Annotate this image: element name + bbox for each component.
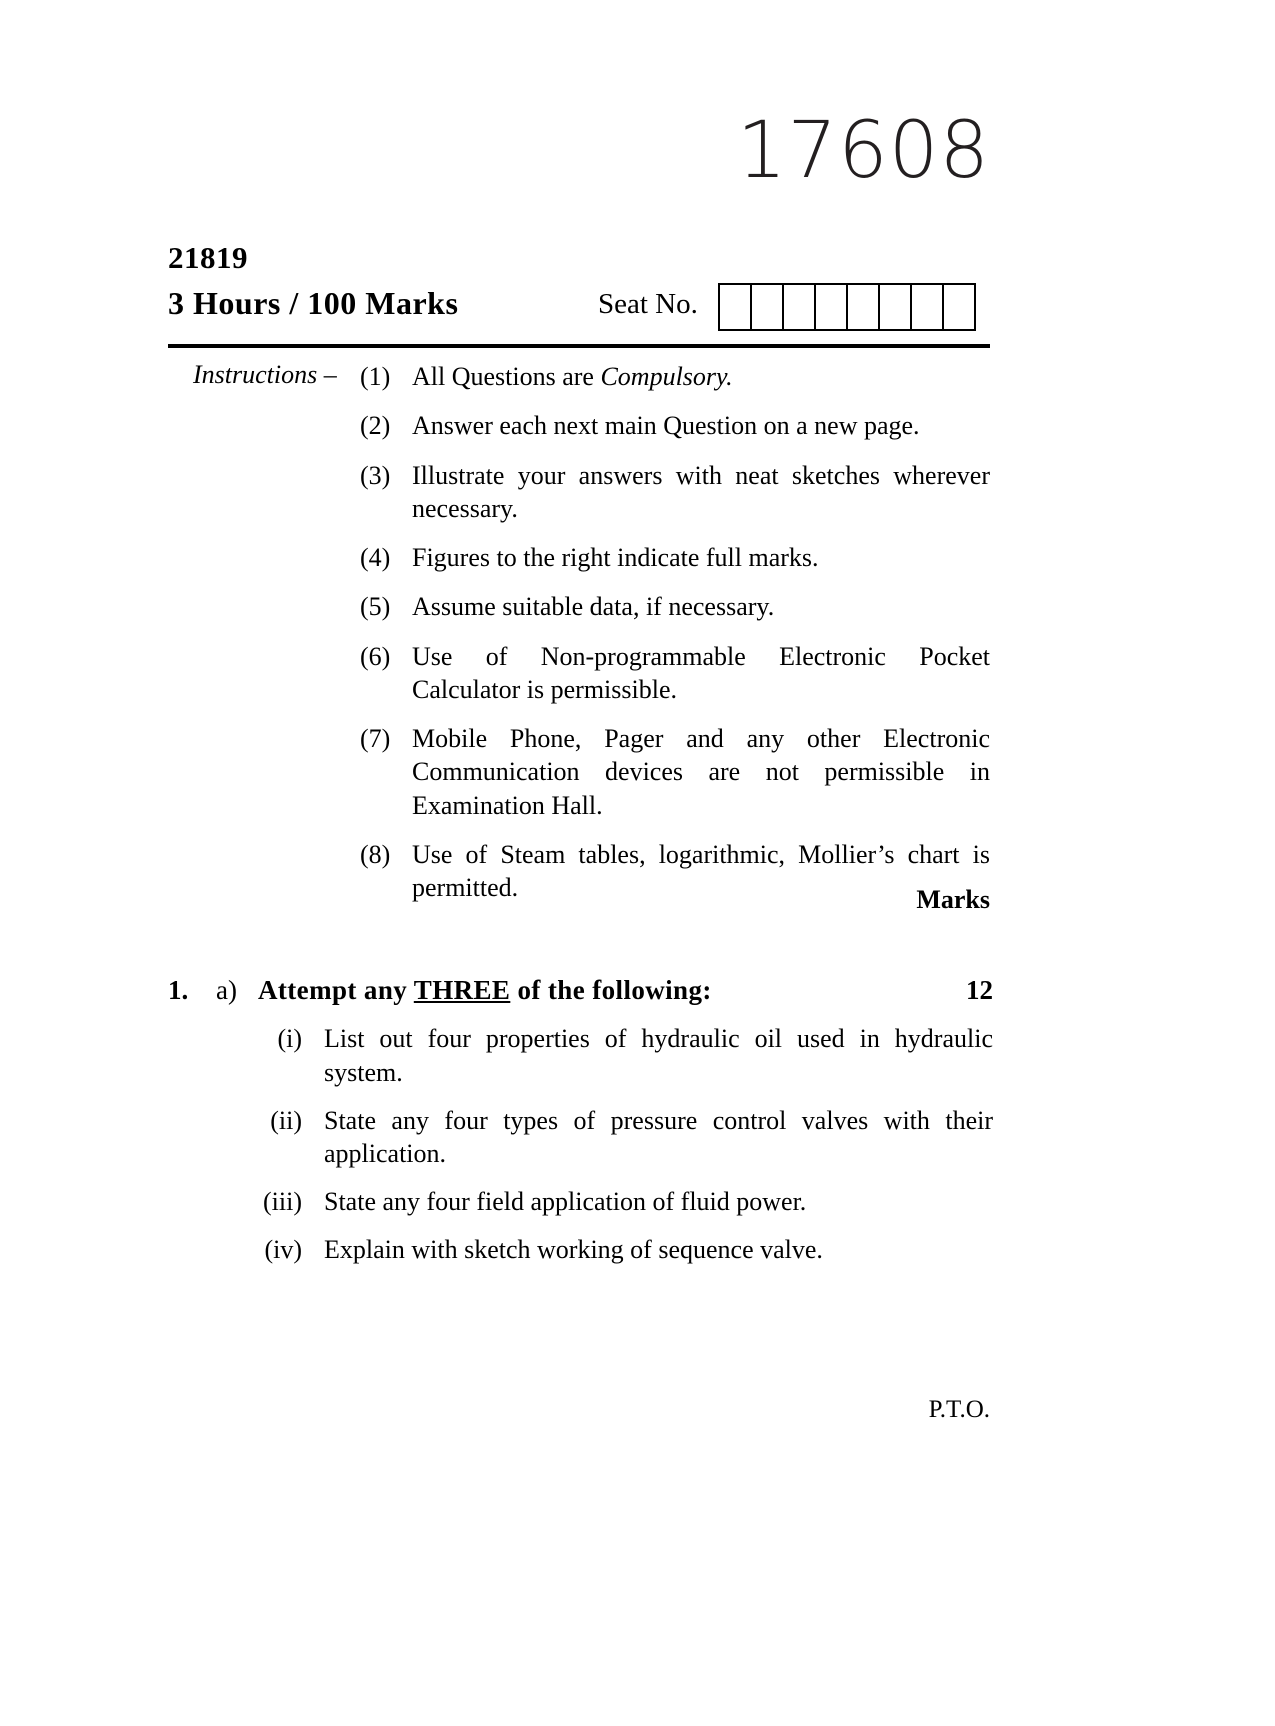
instruction-number: (6) xyxy=(360,641,391,671)
instruction-number: (3) xyxy=(360,460,391,490)
seat-no-cell[interactable] xyxy=(912,285,944,329)
instruction-text-plain: Use of Steam tables, logarithmic, Mollier’s chart is permitted. xyxy=(412,839,990,903)
instruction-item xyxy=(360,409,990,442)
instruction-text-plain: Mobile Phone, Pager and any other Electronic Communication devices are not permissible in Examination Hall. xyxy=(412,724,990,820)
instruction-text-plain: Figures to the right indicate full marks. xyxy=(412,543,819,573)
instruction-text xyxy=(412,590,990,623)
instruction-text xyxy=(412,541,990,574)
instruction-text-plain: Assume suitable data, if necessary. xyxy=(412,592,775,622)
question-1-header xyxy=(168,975,993,1006)
question-1 xyxy=(168,975,993,1281)
instruction-number: (8) xyxy=(360,839,391,869)
question-sub-item xyxy=(256,1233,993,1267)
subject-code: 21819 xyxy=(168,240,248,275)
instruction-number: (7) xyxy=(360,724,391,754)
marks-column-header: Marks xyxy=(916,885,990,914)
page-turn-over-note: P.T.O. xyxy=(928,1396,990,1423)
sub-item-text: State any four types of pressure control valves with their application. xyxy=(324,1105,993,1169)
instruction-item xyxy=(360,722,990,822)
instruction-text-plain: Answer each next main Question on a new page. xyxy=(412,411,920,441)
instruction-number: (5) xyxy=(360,592,391,622)
seat-no-cell[interactable] xyxy=(752,285,784,329)
header-divider xyxy=(168,344,990,348)
paper-code: 17608 xyxy=(736,106,990,196)
instruction-item xyxy=(360,360,990,393)
question-title xyxy=(258,975,947,1006)
sub-item-text: State any four field application of fluid power. xyxy=(324,1187,807,1217)
sub-item-number: (i) xyxy=(277,1024,302,1053)
question-sub-item xyxy=(256,1022,993,1090)
instruction-number: (1) xyxy=(360,362,391,391)
instruction-item xyxy=(360,590,990,623)
seat-no-cell[interactable] xyxy=(944,285,976,329)
seat-no-label: Seat No. xyxy=(598,288,698,320)
question-title-underlined: THREE xyxy=(413,975,511,1005)
instruction-text xyxy=(412,409,990,442)
question-marks: 12 xyxy=(966,975,993,1005)
seat-no-cell[interactable] xyxy=(784,285,816,329)
instruction-text xyxy=(412,722,990,822)
question-sub-items xyxy=(256,1022,993,1267)
question-part-label: a) xyxy=(216,975,237,1005)
seat-no-cell[interactable] xyxy=(848,285,880,329)
sub-item-number: (iii) xyxy=(263,1187,302,1217)
duration-and-marks: 3 Hours / 100 Marks xyxy=(168,285,459,321)
instruction-number: (4) xyxy=(360,543,391,573)
sub-item-text: Explain with sketch working of sequence valve. xyxy=(324,1234,823,1264)
instruction-text xyxy=(412,360,990,393)
instruction-number: (2) xyxy=(360,411,391,441)
question-number: 1. xyxy=(168,975,189,1005)
instructions-label: Instructions – xyxy=(193,360,337,389)
instruction-text-plain: Illustrate your answers with neat sketches wherever necessary. xyxy=(412,460,990,523)
instruction-item xyxy=(360,541,990,574)
instruction-item xyxy=(360,459,990,526)
question-sub-item xyxy=(256,1185,993,1219)
seat-no-input-grid[interactable] xyxy=(718,283,976,331)
question-title-before: Attempt any xyxy=(258,975,414,1005)
sub-item-number: (iv) xyxy=(264,1234,302,1264)
seat-no-cell[interactable] xyxy=(816,285,848,329)
seat-no-cell[interactable] xyxy=(880,285,912,329)
instruction-text-plain: All Questions are xyxy=(412,362,601,391)
instruction-text-plain: Use of Non-programmable Electronic Pocket Calculator is permissible. xyxy=(412,641,990,704)
duration-seat-row xyxy=(168,285,998,333)
instruction-item xyxy=(360,640,990,707)
instruction-text xyxy=(412,640,990,707)
question-sub-item xyxy=(256,1104,993,1172)
instruction-text-emphasis: Compulsory. xyxy=(600,362,733,391)
sub-item-number: (ii) xyxy=(270,1105,302,1135)
instruction-text xyxy=(412,459,990,526)
seat-no-cell[interactable] xyxy=(720,285,752,329)
sub-item-text: List out four properties of hydraulic oil used in hydraulic system. xyxy=(324,1024,993,1087)
question-title-after: of the following: xyxy=(510,975,712,1005)
instructions-list xyxy=(360,360,990,920)
